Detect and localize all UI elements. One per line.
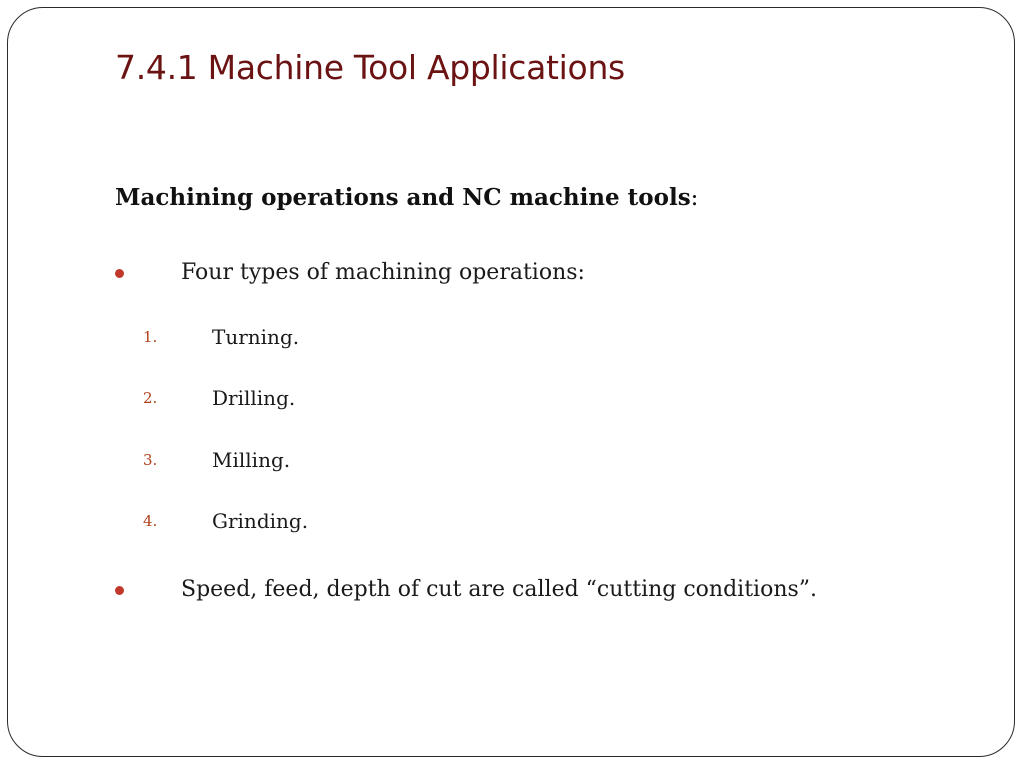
section-subheading [115,184,698,211]
numbered-text: Turning. [212,325,300,349]
number-marker: 3. [143,451,158,469]
number-marker: 2. [143,389,158,407]
subheading-bold-text: Machining operations and NC machine tools [115,184,691,211]
bullet-text: Four types of machining operations: [181,260,585,285]
slide-frame [7,7,1015,757]
number-marker: 1. [143,328,158,346]
numbered-text: Drilling. [212,386,296,410]
bullet-dot-icon [115,586,124,595]
numbered-text: Grinding. [212,509,309,533]
slide-title: 7.4.1 Machine Tool Applications [115,48,625,87]
number-marker: 4. [143,512,158,530]
numbered-text: Milling. [212,448,291,472]
subheading-suffix: : [690,185,699,211]
bullet-text: Speed, feed, depth of cut are called “cutting conditions”. [181,577,818,602]
bullet-dot-icon [115,269,124,278]
